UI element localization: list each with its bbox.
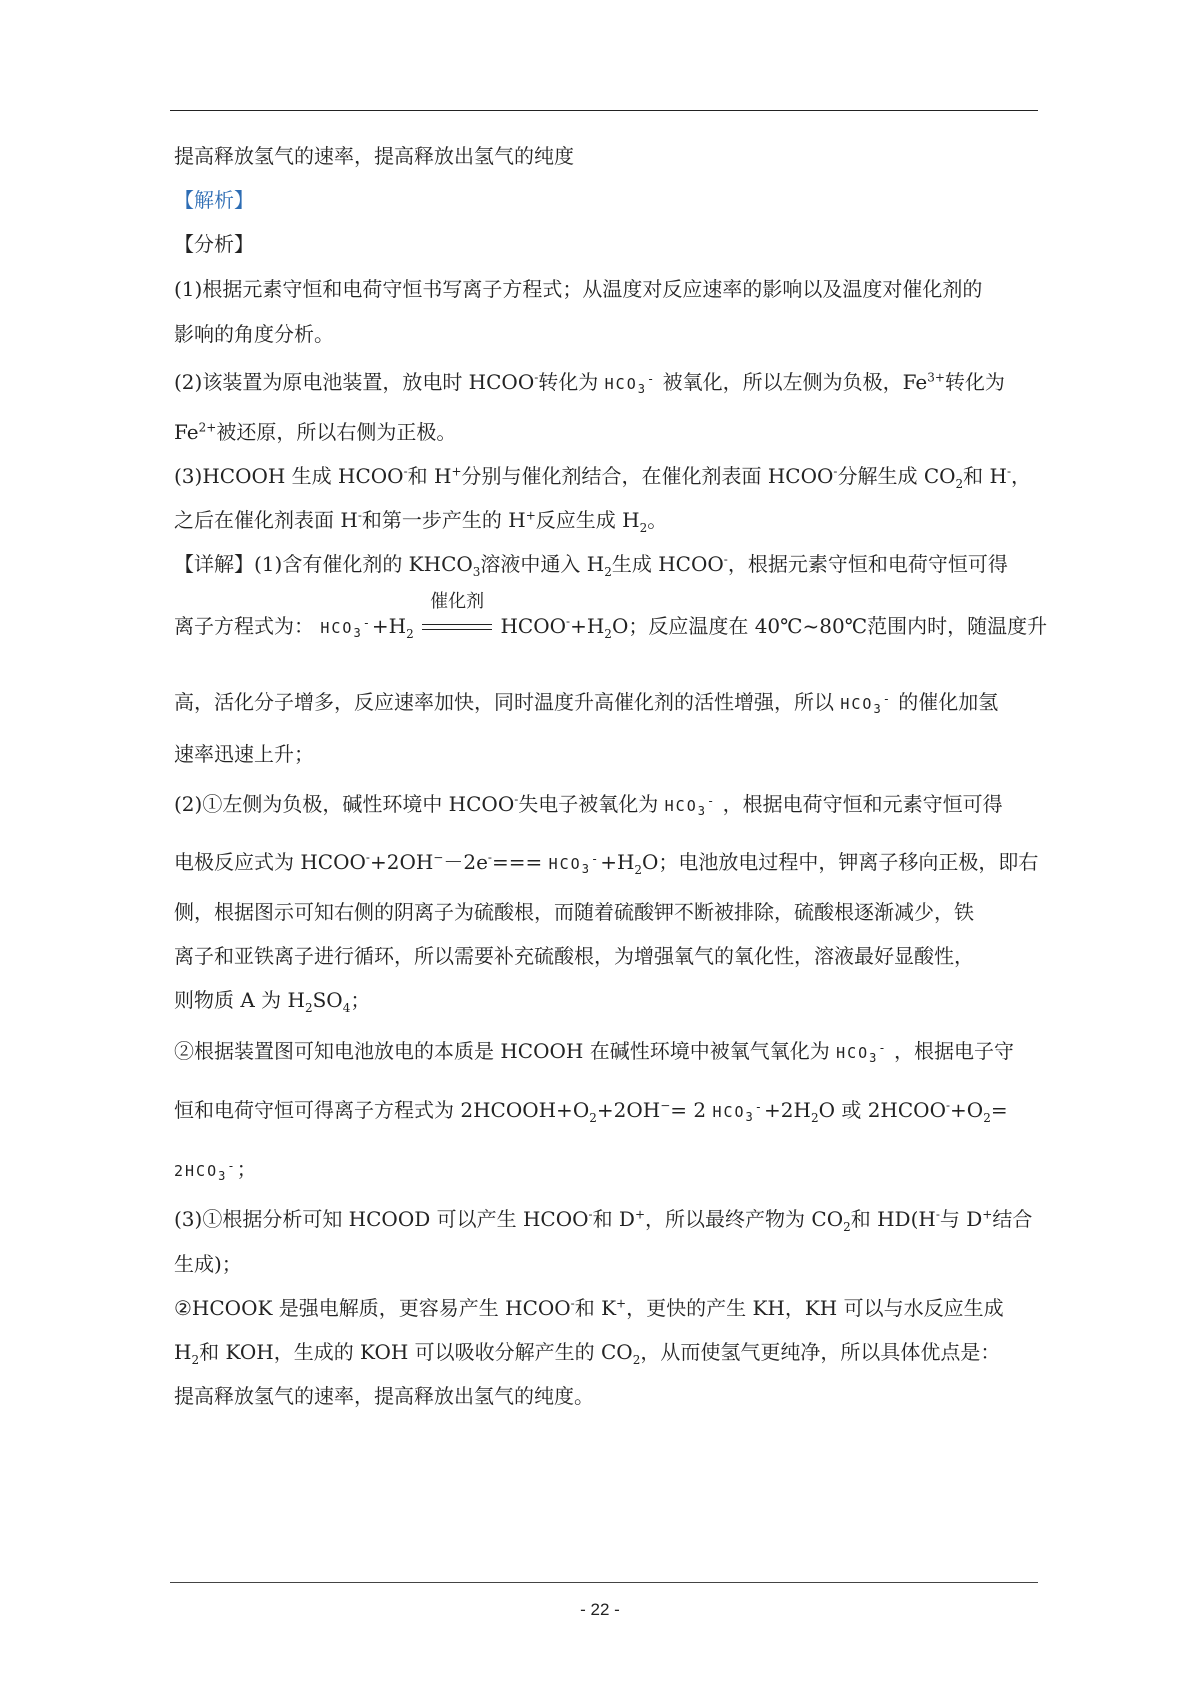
ion-hco3: $HCO_3^-$ [320, 616, 372, 640]
equation-line: 离子方程式为： $HCO_3^-+H_2$ 催化剂 $HCOO^-+H_2O$；反应温度在 40℃~80℃范围内时，随温度升 [174, 590, 1048, 641]
paragraph-line: $Fe^{2+}$被还原，所以右侧为正极。 [174, 420, 457, 444]
paragraph-line: (3)①根据分析可知 HCOOD 可以产生 HCOO-和 D+，所以最终产物为 $CO_2$和 HD(H-与 D+结合 [174, 1207, 1033, 1234]
paragraph-line: 提高释放氢气的速率，提高释放出氢气的纯度。 [174, 1384, 594, 1408]
ion-hco3: $HCO_3^-$ [836, 1041, 888, 1065]
paragraph-line: ②HCOOK 是强电解质，更容易产生 HCOO-和 K+，更快的产生 KH，KH 可以与水反应生成 [174, 1296, 1004, 1320]
section-label-jiexi: 【解析】 [174, 188, 254, 212]
ion-hco3: $HCO_3^-$ [664, 794, 717, 818]
equation-line: $2HCO_3^-$； [174, 1157, 257, 1183]
paragraph-line: (2)①左侧为负极，碱性环境中 HCOO-失电子被氧化为 $HCO_3^-$ ，根据电荷守恒和元素守恒可得 [174, 792, 1003, 818]
paragraph-line: (3)HCOOH 生成 HCOO-和 H+分别与催化剂结合，在催化剂表面 HCOO-分解生成 $CO_2$和 H-， [174, 464, 1032, 491]
page-number: - 22 - [580, 1600, 620, 1619]
ion-hco3: $HCO_3^-$ [604, 372, 657, 396]
ion-hco3: $HCO_3^-$ [548, 852, 601, 876]
footer-rule [170, 1582, 1038, 1583]
equation-line: 恒和电荷守恒可得离子方程式为 $2HCOOH+O_2+2OH^-= 2$ $HCO_3^-+2H_2O$ 或 $2HCOO^-+O_2=$ [174, 1098, 1008, 1125]
paragraph-line: 高，活化分子增多，反应速率加快，同时温度升高催化剂的活性增强，所以 $HCO_3^-$ 的催化加氢 [174, 690, 999, 716]
catalyst-arrow: 催化剂 [422, 618, 492, 638]
ion-hco3: $HCO_3^-$ [840, 692, 892, 716]
paragraph-line: 【详解】(1)含有催化剂的 $KHCO_3$溶液中通入 $H_2$生成 HCOO-，根据元素守恒和电荷守恒可得 [174, 552, 1008, 579]
paragraph-line: 离子和亚铁离子进行循环，所以需要补充硫酸根，为增强氧气的氧化性，溶液最好显酸性， [174, 944, 974, 968]
header-rule [170, 110, 1038, 111]
paragraph-line: 之后在催化剂表面 H-和第一步产生的 H+反应生成 $H_2$。 [174, 508, 668, 535]
paragraph-line: ②根据装置图可知电池放电的本质是 HCOOH 在碱性环境中被氧气氧化为 $HCO_3^-$ ，根据电子守 [174, 1039, 1014, 1065]
paragraph-line: 侧，根据图示可知右侧的阴离子为硫酸根，而随着硫酸钾不断被排除，硫酸根逐渐减少，铁 [174, 900, 974, 924]
ion-hco3: $2HCO_3^-$ [174, 1159, 237, 1183]
paragraph-line: 生成)； [174, 1252, 242, 1276]
paragraph-line: (2)该装置为原电池装置，放电时 HCOO-转化为 $HCO_3^-$ 被氧化，所以左侧为负极，$Fe^{3+}$转化为 [174, 370, 1005, 396]
paragraph-line: 则物质 A 为 $H_2SO_4$； [174, 988, 371, 1015]
paragraph-line: (1)根据元素守恒和电荷守恒书写离子方程式；从温度对反应速率的影响以及温度对催化剂的 [174, 277, 983, 301]
section-label-fenxi: 【分析】 [174, 232, 254, 256]
paragraph-line: 速率迅速上升； [174, 742, 314, 766]
equation-line: 电极反应式为 HCOO-+2OH−－2e-=== $HCO_3^-+H_2O$；电池放电过程中，钾离子移向正极，即右 [174, 850, 1039, 877]
paragraph-line: 影响的角度分析。 [174, 322, 334, 346]
ion-hco3: $HCO_3^-$ [712, 1100, 765, 1124]
paragraph-line: 提高释放氢气的速率，提高释放出氢气的纯度 [174, 144, 574, 168]
paragraph-line: $H_2$和 KOH，生成的 KOH 可以吸收分解产生的 $CO_2$，从而使氢气更纯净，所以具体优点是： [174, 1340, 1001, 1367]
